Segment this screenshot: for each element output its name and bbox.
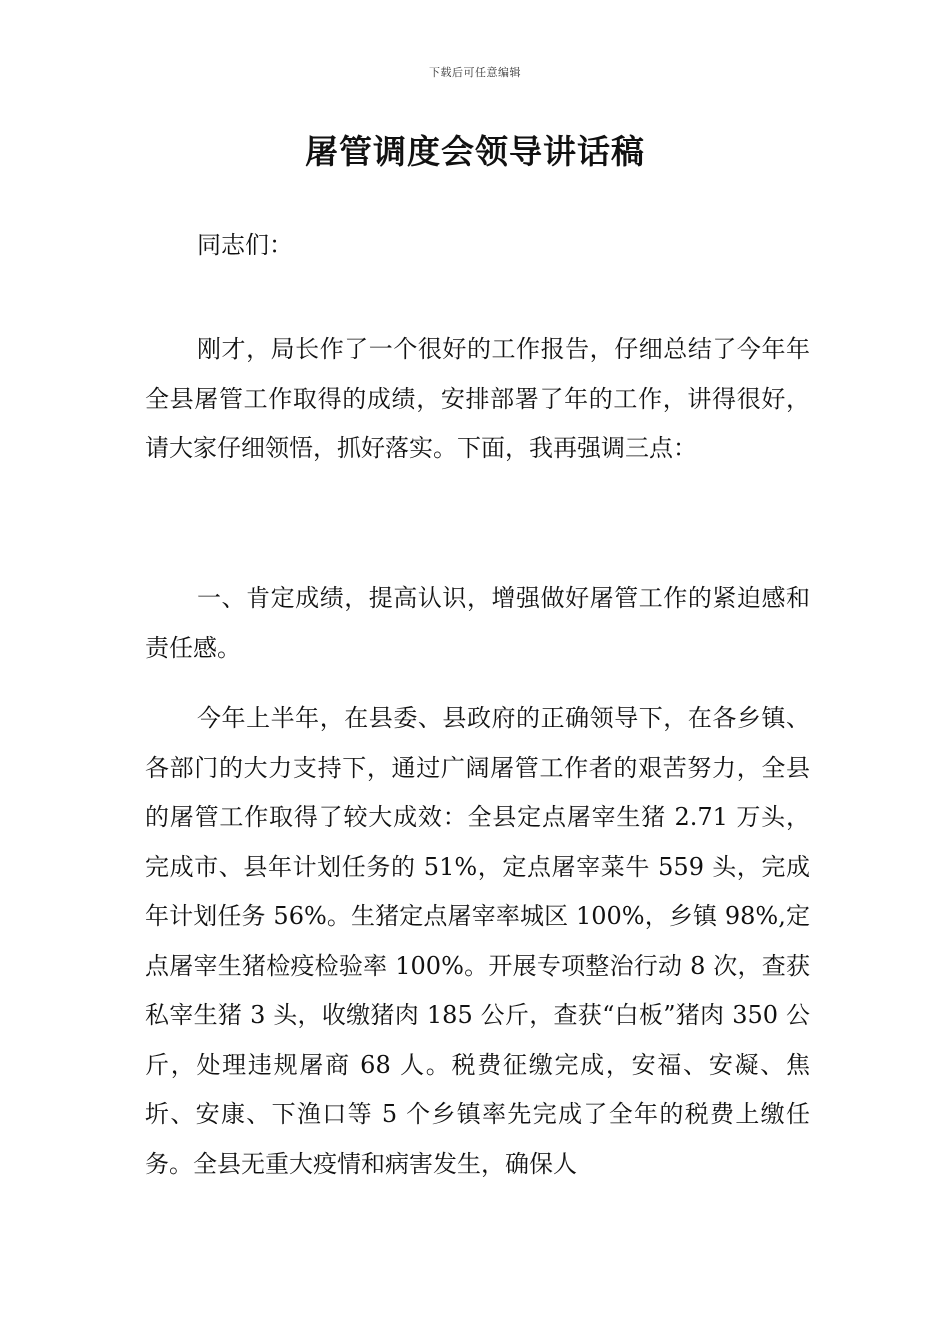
paragraph-intro: 刚才，局长作了一个很好的工作报告，仔细总结了今年年全县屠管工作取得的成绩，安排部署了年的工作，讲得很好，请大家仔细领悟，抓好落实。下面，我再强调三点：	[145, 335, 810, 462]
header-note: 下载后可任意编辑	[429, 66, 521, 79]
paragraph-heading-one: 一、肯定成绩，提高认识，增强做好屠管工作的紧迫感和责任感。	[145, 584, 810, 662]
paragraph-achievements: 今年上半年，在县委、县政府的正确领导下，在各乡镇、各部门的大力支持下，通过广阔屠管工作者的艰苦努力，全县的屠管工作取得了较大成效：全县定点屠宰生猪 2.71 万头，完成市、县年计划任务的 51%，定点屠宰菜牛 559 头，完成年计划任务 56%。生猪定点屠宰率城区 100%，乡镇 98%,定点屠宰生猪检疫检验率 100%。开展专项整治行动 8 次，查获私宰生猪 3 头，收缴猪肉 185 公斤，查获“白板”猪肉 350 公斤，处理违规屠商 68 人。税费征缴完成，安福、安凝、焦圻、安康、下渔口等 5 个乡镇率先完成了全年的税费上缴任务。全县无重大疫情和病害发生，确保人	[145, 704, 810, 1178]
document-title: 屠管调度会领导讲话稿	[305, 132, 645, 171]
greeting: 同志们：	[197, 231, 293, 259]
